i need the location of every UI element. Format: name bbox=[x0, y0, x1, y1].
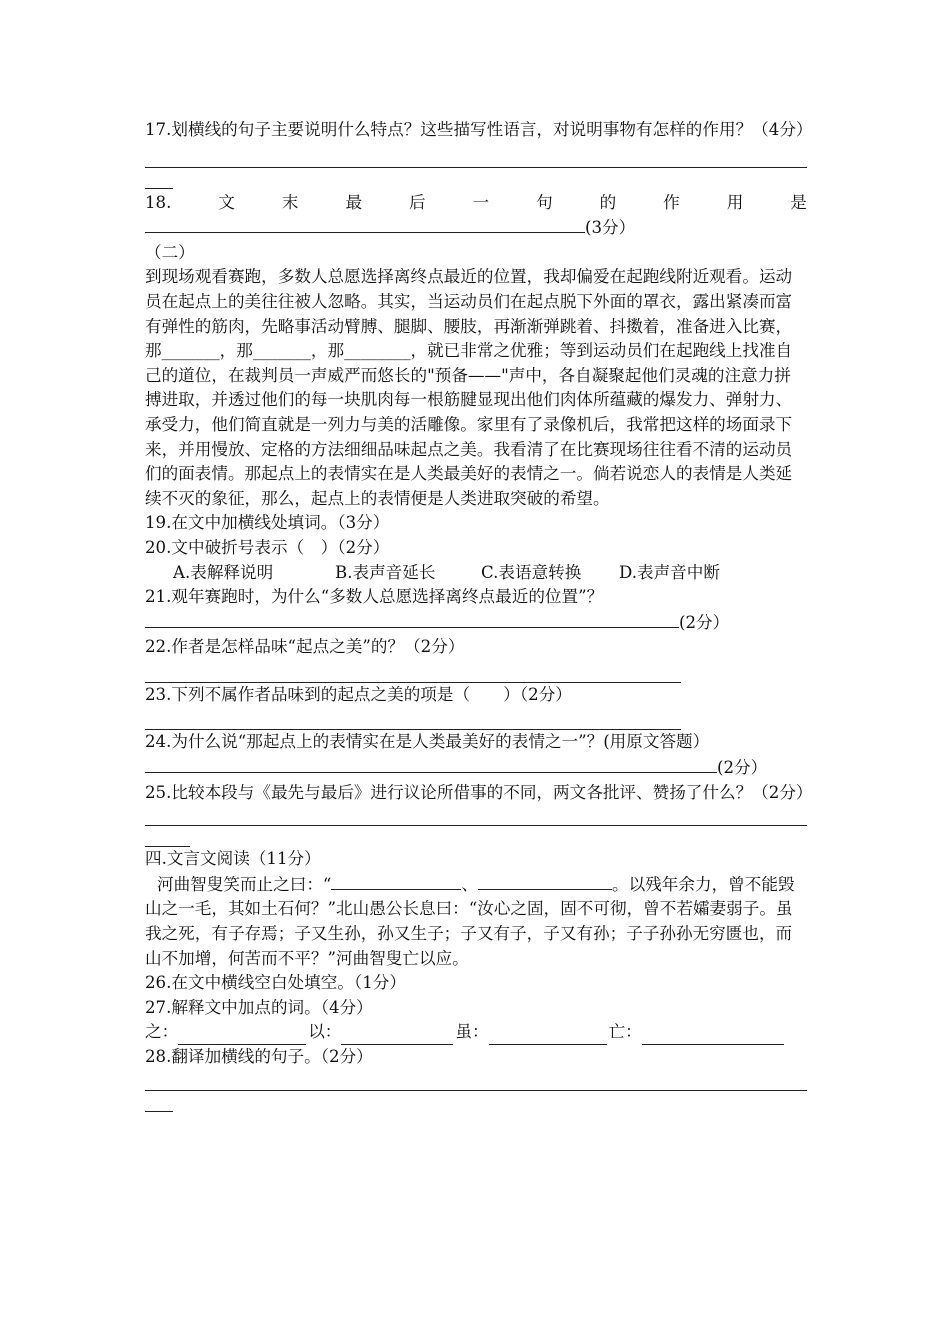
field-wang[interactable] bbox=[642, 1025, 784, 1045]
question-26-text: 26.在文中横线空白处填空。（1分） bbox=[145, 973, 406, 993]
answer-line-17[interactable] bbox=[145, 147, 807, 168]
question-20-options bbox=[145, 561, 807, 586]
option-d[interactable]: D.表声音中断 bbox=[619, 562, 720, 582]
option-b[interactable]: B.表声音延长 bbox=[335, 562, 436, 582]
q18-char: 用 bbox=[726, 192, 744, 212]
question-18-answer-row bbox=[145, 215, 807, 241]
question-24: 24.为什么说“那起点上的表情实在是人类最美好的表情之一”？(用原文答题） bbox=[145, 732, 710, 752]
q18-char: 句 bbox=[536, 192, 553, 212]
question-19: 19.在文中加横线处填词。（3分） bbox=[145, 513, 390, 533]
answer-line-18[interactable] bbox=[145, 215, 585, 233]
option-a[interactable]: A.表解释说明 bbox=[173, 562, 274, 582]
q21-score: (2分） bbox=[679, 612, 730, 632]
question-27-fields bbox=[145, 1020, 807, 1045]
section-2-heading: （二） bbox=[145, 242, 195, 262]
question-17: 17.划横线的句子主要说明什么特点？这些描写性语言，对说明事物有怎样的作用？（4分） bbox=[145, 120, 813, 139]
field-label-yi: 以： bbox=[308, 1022, 342, 1042]
q18-char: 后 bbox=[408, 192, 426, 212]
question-22: 22.作者是怎样品味“起点之美”的？（2分） bbox=[145, 637, 465, 657]
question-18 bbox=[145, 191, 807, 216]
field-label-zhi: 之： bbox=[145, 1022, 179, 1042]
field-zhi[interactable] bbox=[178, 1025, 306, 1045]
exam-page bbox=[145, 118, 813, 1112]
q18-score: (3分） bbox=[585, 218, 636, 238]
field-label-sui: 虽： bbox=[455, 1022, 489, 1042]
passage-blank-2[interactable] bbox=[478, 872, 612, 890]
answer-line-28[interactable] bbox=[145, 1070, 807, 1091]
section-4-heading: 四.文言文阅读（11分） bbox=[145, 849, 321, 869]
passage-4-sep: 、 bbox=[461, 874, 479, 894]
answer-line-23[interactable] bbox=[145, 707, 681, 730]
passage-2: 到现场观看赛跑，多数人总愿选择离终点最近的位置，我却偏爱在起跑线附近观看。运动员在起点上的美往往被人忽略。其实，当运动员们在起点脱下外面的罩衣，露出紧凑而富有弹性的筋肉，先略事活动臂膊、腿脚、腰肢，再渐渐弹跳着、抖擞着，准备进入比赛，那_______，那_______，那________，就已非常之优雅；等到运动员们在起跑线上找准自己的道位，在裁判员一声威严而悠长的"预备——"声中，各自凝聚起他们灵魂的注意力拼搏进取，并透过他们的每一块肌肉每一根筋腱显现出他们肉体所蕴藏的爆发力、弹射力、承受力，他们简直就是一列力与美的活雕像。家里有了录像机后，我常把这样的场面录下来，并用慢放、定格的方法细细品味起点之美。我看清了在比赛现场往往看不清的运动员们的面表情。那起点上的表情实在是人类最美好的表情之一。倘若说恋人的表情是人类延续不灭的象征，那么，起点上的表情便是人类进取突破的希望。 bbox=[145, 267, 793, 508]
q18-char: 是 bbox=[790, 192, 807, 212]
question-23: 23.下列不属作者品味到的起点之美的项是（ ）（2分） bbox=[145, 684, 572, 704]
q18-char: 一 bbox=[472, 192, 490, 212]
passage-4-rest: 。以残年余力，曾不能毁山之一毛，其如土石何？”北山愚公长息曰：“汝心之固，固不可彻，曾不若孀妻弱子。虽我之死，有子存焉；子又生孙，孙又生子；子又有子，子又有孙；子子孙孙无穷匮也，而山不加增，何苦而不平？”河曲智叟亡以应。 bbox=[145, 874, 795, 968]
field-sui[interactable] bbox=[489, 1025, 607, 1045]
question-21-answer-row bbox=[145, 610, 807, 636]
q24-score: (2分） bbox=[717, 758, 768, 778]
q18-char: 作 bbox=[663, 192, 680, 212]
q18-char: 18. bbox=[145, 192, 172, 212]
answer-line-24[interactable] bbox=[145, 755, 717, 773]
passage-blank-1[interactable] bbox=[331, 872, 461, 890]
question-24-answer-row bbox=[145, 755, 807, 781]
answer-line-28-cont bbox=[145, 1091, 173, 1112]
question-28: 28.翻译加横线的句子。（2分） bbox=[145, 1047, 373, 1066]
field-label-wang: 亡： bbox=[608, 1022, 642, 1042]
answer-line-17-cont bbox=[145, 168, 173, 189]
question-27: 27.解释文中加点的词。（4分） bbox=[145, 997, 373, 1017]
q18-char: 末 bbox=[281, 192, 299, 212]
q18-char: 最 bbox=[345, 192, 363, 212]
field-yi[interactable] bbox=[341, 1025, 453, 1045]
answer-line-21[interactable] bbox=[145, 610, 679, 628]
question-21: 21.观年赛跑时，为什么“多数人总愿选择离终点最近的位置”？ bbox=[145, 587, 604, 607]
option-c[interactable]: C.表语意转换 bbox=[481, 562, 582, 582]
answer-line-22[interactable] bbox=[145, 660, 681, 683]
question-25: 25.比较本段与《最先与最后》进行议论所借事的不同，两文各批评、赞扬了什么？（2分） bbox=[145, 782, 813, 802]
q18-char: 文 bbox=[218, 192, 235, 212]
answer-line-25[interactable] bbox=[145, 805, 807, 826]
answer-line-25-cont bbox=[145, 826, 190, 847]
passage-4 bbox=[145, 872, 807, 971]
passage-4-start: 河曲智叟笑而止之曰：“ bbox=[157, 874, 332, 894]
question-20: 20.文中破折号表示（ ）（2分） bbox=[145, 537, 390, 557]
q18-char: 的 bbox=[599, 192, 617, 212]
